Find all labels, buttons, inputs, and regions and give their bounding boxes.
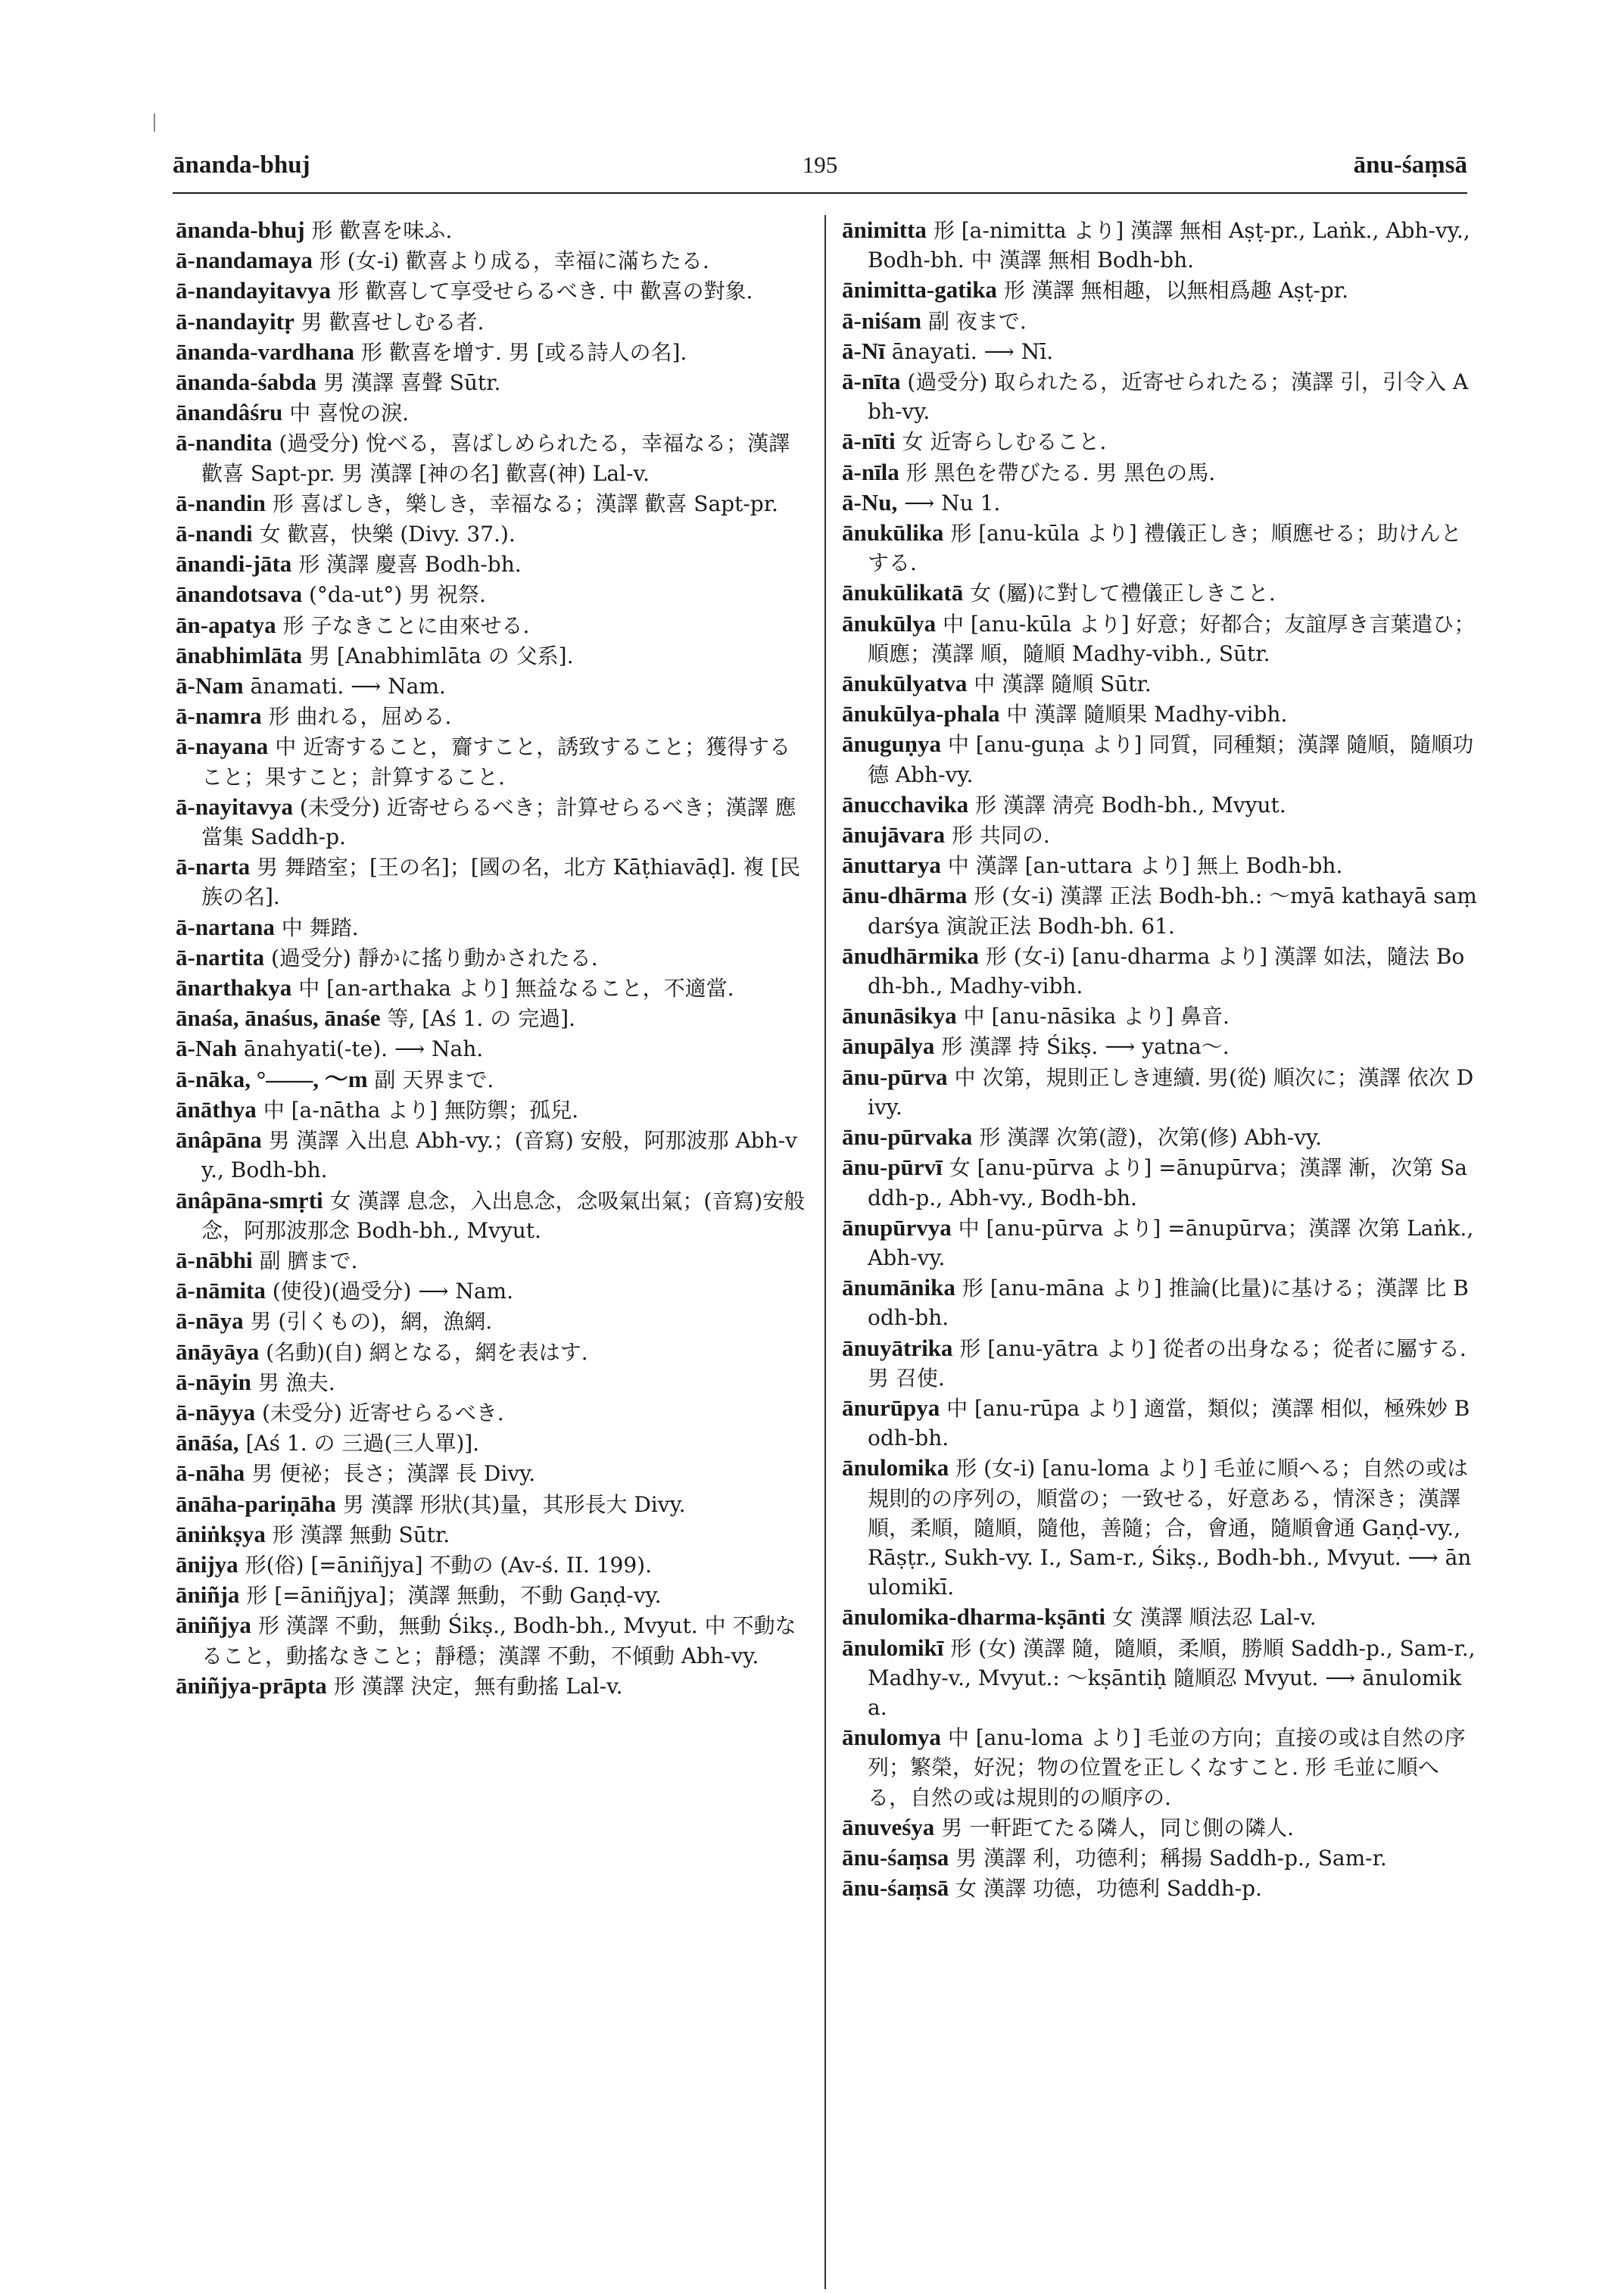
- entry-definition: 女 近寄らしむること.: [895, 429, 1107, 455]
- entry-definition: 副 夜まで.: [921, 308, 1027, 334]
- entry-definition: (°da-ut°) 男 祝祭.: [302, 582, 486, 608]
- dictionary-entry: [176, 1397, 812, 1428]
- dictionary-entry: [176, 337, 812, 367]
- entry-headword: ā-nāyin: [176, 1368, 251, 1395]
- entry-definition: ⟶ Nu 1.: [897, 490, 1001, 516]
- entry-definition: 中 [an-arthaka より] 無益なること，不適當.: [291, 976, 734, 1002]
- entry-headword: ānaśa, ānaśus, ānaśe: [176, 1005, 381, 1032]
- entry-headword: ā-nandayitṛ: [176, 307, 295, 335]
- entry-definition: 中 喜悅の淚.: [282, 400, 409, 426]
- dictionary-entry: [176, 610, 812, 640]
- entry-headword: ānimitta-gatika: [842, 276, 997, 304]
- entry-definition: 形 漢譯 決定，無有動搖 Lal-v.: [326, 1673, 623, 1699]
- dictionary-entry: [176, 1519, 812, 1550]
- dictionary-entry: [176, 1489, 812, 1519]
- entry-headword: ānu-pūrvī: [842, 1154, 943, 1181]
- entry-definition: 形(俗) [=āniñjya] 不動の (Av-ś. II. 199).: [238, 1552, 653, 1578]
- entry-definition: 形 漢譯 不動，無動 Śikṣ., Bodh-bh., Mvyut. 中 不動なること，動搖なきこと；靜穩；漢譯 不動，不傾動 Abh-vy.: [201, 1613, 796, 1668]
- dictionary-entry: [176, 1245, 812, 1276]
- entry-headword: ā-Nah: [176, 1035, 237, 1062]
- entry-definition: 男 漢譯 利，功德利；稱揚 Saddh-p., Sam-r.: [949, 1845, 1387, 1871]
- dictionary-entry: [176, 671, 812, 701]
- entry-definition: 男 漢譯 形狀(其)量，其形長大 Divy.: [335, 1491, 686, 1517]
- entry-headword: ānupālya: [842, 1033, 935, 1060]
- entry-headword: ānāyāya: [176, 1338, 260, 1365]
- dictionary-entry: [842, 426, 1478, 456]
- entry-definition: 中 [anu-pūrva より] =ānupūrva；漢譯 次第 Laṅk., Abh-vy.: [868, 1215, 1474, 1270]
- entry-headword: ānâpāna: [176, 1126, 262, 1154]
- entry-definition: 形 漢譯 無動 Sūtr.: [265, 1522, 450, 1547]
- entry-definition: 形 (女-i) [anu-dharma より] 漢譯 如法，隨法 Bodh-bh., Madhy-vibh.: [868, 943, 1465, 999]
- entry-headword: ānujāvara: [842, 821, 946, 849]
- entry-headword: ānuveśya: [842, 1813, 935, 1840]
- entry-headword: ā-nīla: [842, 458, 899, 485]
- dictionary-entry: [176, 1610, 812, 1670]
- entry-headword: āniñja: [176, 1581, 240, 1609]
- dictionary-entry: [176, 852, 812, 911]
- dictionary-entry: [842, 1873, 1478, 1903]
- entry-definition: 男 (引くもの)，網，漁網.: [243, 1309, 493, 1335]
- page-header: [173, 151, 1467, 197]
- entry-headword: ā-Nī: [842, 337, 885, 364]
- entry-headword: ānu-śaṃsā: [842, 1874, 949, 1902]
- entry-definition: 男 漁夫.: [251, 1369, 335, 1395]
- entry-headword: ānanda-bhuj: [176, 217, 305, 243]
- margin-mark: [154, 114, 155, 132]
- entry-headword: ā-namra: [176, 703, 262, 730]
- entry-definition: 形 曲れる，屈める.: [261, 704, 452, 730]
- entry-definition: 男 便祕；長さ；漢譯 長 Divy.: [245, 1461, 536, 1487]
- entry-headword: ān-apatya: [176, 611, 276, 638]
- entry-headword: ā-nandin: [176, 489, 266, 516]
- dictionary-entry: [842, 880, 1478, 940]
- running-head-left: ānanda-bhuj: [173, 151, 310, 179]
- dictionary-entry: [176, 731, 812, 791]
- entry-headword: ānucchavika: [842, 790, 969, 818]
- dictionary-entry: [842, 1453, 1478, 1602]
- entry-definition: 形 歡喜して享受せらるべき. 中 歡喜の對象.: [330, 279, 753, 304]
- dictionary-entry: [842, 609, 1478, 668]
- entry-headword: ānulomya: [842, 1724, 941, 1751]
- entry-definition: (名動)(自) 網となる，網を表はす.: [259, 1339, 588, 1365]
- dictionary-entry: [176, 942, 812, 973]
- entry-headword: ānulomika: [842, 1454, 949, 1481]
- entry-definition: 形 [a-nimitta より] 漢譯 無相 Aṣṭ-pr., Laṅk., Abh-vy., Bodh-bh. 中 漢譯 無相 Bodh-bh.: [868, 218, 1470, 273]
- entry-definition: 中 [anu-loma より] 毛並の方向；直接の或は自然の序列；繁榮，好況；物の位置を正しくなすこと. 形 毛並に順へる，自然の或は規則的の順序の.: [868, 1725, 1466, 1810]
- dictionary-entry: [176, 215, 812, 245]
- dictionary-entry: [842, 275, 1478, 305]
- dictionary-entry: [842, 215, 1478, 275]
- dictionary-entry: [842, 1122, 1478, 1152]
- entry-definition: 形 漢譯 無相趣，以無相爲趣 Aṣṭ-pr.: [996, 278, 1348, 304]
- entry-headword: ānu-śaṃsa: [842, 1843, 949, 1871]
- dictionary-entry: [842, 518, 1478, 578]
- entry-definition: 中 漢譯 隨順果 Madhy-vibh.: [999, 702, 1288, 727]
- dictionary-entry: [176, 1306, 812, 1336]
- entry-headword: ānāśa,: [176, 1429, 239, 1456]
- dictionary-entry: [842, 790, 1478, 820]
- entry-definition: 形 [anu-kūla より] 禮儀正しき；順應せる；助けんとする.: [868, 521, 1462, 576]
- dictionary-entry: [842, 306, 1478, 336]
- entry-headword: ānuttarya: [842, 852, 941, 879]
- entry-headword: ā-nīti: [842, 428, 896, 455]
- entry-headword: ānâpāna-smṛti: [176, 1186, 323, 1213]
- dictionary-entry: [842, 820, 1478, 850]
- entry-headword: ā-nayana: [176, 733, 269, 760]
- entry-headword: ā-nīta: [842, 368, 901, 395]
- entry-definition: 女 歡喜，快樂 (Divy. 37.).: [252, 522, 516, 547]
- entry-headword: ānudhārmika: [842, 942, 979, 969]
- entry-headword: ānukūlyatva: [842, 670, 968, 697]
- dictionary-entry: [842, 1031, 1478, 1061]
- entry-definition: 中 舞踏.: [274, 914, 359, 940]
- page-number: 195: [802, 151, 838, 178]
- entry-headword: ānuguṇya: [842, 731, 941, 758]
- left-column: [176, 215, 812, 1701]
- dictionary-entry: [842, 1722, 1478, 1812]
- dictionary-entry: [176, 519, 812, 549]
- entry-definition: 形 [anu-yātra より] 從者の出身なる；從者に屬する. 男 召使.: [868, 1335, 1467, 1391]
- entry-definition: ānamati. ⟶ Nam.: [243, 674, 446, 699]
- entry-headword: ā-nandayitavya: [176, 277, 331, 304]
- entry-definition: 形 歡喜を味ふ.: [304, 218, 453, 243]
- entry-headword: ā-nandita: [176, 429, 273, 456]
- dictionary-entry: [176, 1337, 812, 1367]
- entry-headword: ānupūrvya: [842, 1213, 952, 1241]
- dictionary-entry: [842, 1001, 1478, 1031]
- header-rule: [173, 192, 1467, 194]
- entry-definition: 中 [anu-guṇa より] 同質，同種類；漢譯 隨順，隨順功德 Abh-vy.: [868, 732, 1474, 787]
- dictionary-entry: [176, 488, 812, 519]
- entry-definition: 女 漢譯 功德，功德利 Saddh-p.: [949, 1876, 1262, 1902]
- entry-definition: 形 漢譯 持 Śikṣ. ⟶ yatna〜.: [934, 1034, 1230, 1060]
- entry-definition: 男 歡喜せしむる者.: [294, 309, 485, 335]
- dictionary-entry: [176, 1550, 812, 1580]
- entry-headword: ā-nartana: [176, 913, 275, 940]
- dictionary-entry: [842, 457, 1478, 488]
- dictionary-entry: [176, 1003, 812, 1033]
- entry-definition: 中 漢譯 隨順 Sūtr.: [967, 671, 1152, 697]
- dictionary-entry: [842, 578, 1478, 608]
- dictionary-entry: [842, 1333, 1478, 1393]
- entry-definition: 中 次第，規則正しき連續. 男(從) 順次に；漢譯 依次 Divy.: [868, 1064, 1474, 1120]
- entry-headword: ā-nāyya: [176, 1398, 256, 1425]
- entry-definition: 副 天界まで.: [367, 1067, 494, 1092]
- entry-headword: ā-nāha: [176, 1460, 245, 1487]
- entry-headword: ānijya: [176, 1550, 238, 1578]
- dictionary-entry: [842, 1602, 1478, 1632]
- entry-definition: 男 舞踏室；[王の名]；[國の名，北方 Kāṭhiavāḍ]. 複 [民族の名].: [201, 855, 801, 910]
- entry-headword: ā-Nu,: [842, 488, 898, 516]
- entry-definition: (未受分) 近寄せらるべき；計算せらるべき；漢譯 應當集 Saddh-p.: [201, 794, 796, 850]
- dictionary-entry: [842, 1633, 1478, 1723]
- entry-definition: 形 [=āniñjya]；漢譯 無動，不動 Gaṇḍ-vy.: [239, 1583, 662, 1609]
- dictionary-entry: [176, 912, 812, 942]
- entry-headword: ā-nāya: [176, 1307, 244, 1335]
- entry-definition: 中 [anu-kūla より] 好意；好都合；友誼厚き言葉遣ひ；順應；漢譯 順，隨順 Madhy-vibh., Sūtr.: [868, 611, 1476, 666]
- entry-headword: ānukūlika: [842, 519, 944, 547]
- dictionary-entry: [176, 1580, 812, 1610]
- dictionary-entry: [176, 973, 812, 1003]
- entry-headword: āniṅkṣya: [176, 1520, 266, 1547]
- entry-headword: ānu-pūrva: [842, 1063, 948, 1090]
- dictionary-entry: [176, 1458, 812, 1488]
- right-column: [842, 215, 1478, 1903]
- entry-definition: 形 共同の.: [945, 823, 1050, 849]
- entry-headword: āniñjya: [176, 1612, 251, 1639]
- entry-definition: 形 (女-i) [anu-loma より] 毛並に順へる；自然の或は規則的の序列の，順當の；一致せる，好意ある，情深き；漢譯 順，柔順，隨順，隨他，善隨；合，會通，隨順會通 Gaṇḍ-vy., Rāṣṭr., Sukh-vy. I., Sam-r., Śikṣ., Bodh-bh., Mvyut. ⟶ ānulomikī.: [868, 1456, 1472, 1600]
- entry-headword: ānanda-śabda: [176, 369, 317, 396]
- entry-definition: [Aś 1. の 三過(三人單)].: [238, 1431, 480, 1456]
- dictionary-entry: [842, 1843, 1478, 1873]
- entry-definition: 中 近寄すること，齎すこと，誘致すること；獲得すること；果すこと；計算すること.: [201, 734, 791, 790]
- entry-definition: ānahyati(-te). ⟶ Nah.: [236, 1036, 484, 1062]
- entry-definition: 形 黑色を帶びたる. 男 黑色の馬.: [899, 460, 1216, 485]
- entry-definition: 中 [anu-nāsika より] 鼻音.: [956, 1004, 1230, 1030]
- dictionary-entry: [176, 1428, 812, 1458]
- entry-headword: ā-nayitavya: [176, 793, 293, 820]
- dictionary-entry: [176, 1671, 812, 1701]
- entry-headword: ā-narta: [176, 853, 251, 880]
- entry-headword: ānanda-vardhana: [176, 338, 355, 365]
- entry-headword: ā-nandi: [176, 520, 253, 547]
- dictionary-entry: [176, 276, 812, 306]
- entry-headword: ānarthakya: [176, 974, 292, 1002]
- dictionary-entry: [176, 1276, 812, 1306]
- entry-headword: ānulomika-dharma-kṣānti: [842, 1603, 1105, 1631]
- dictionary-entry: [176, 1125, 812, 1185]
- entry-definition: 形 子なきことに由來せる.: [276, 612, 530, 638]
- entry-definition: 形 (女) 漢譯 隨，隨順，柔順，勝順 Saddh-p., Sam-r., Madhy-v., Mvyut.: 〜kṣāntiḥ 隨順忍 Mvyut. ⟶ ānulomika.: [868, 1635, 1476, 1720]
- entry-headword: ā-nāka, °——, 〜m: [176, 1065, 368, 1092]
- entry-definition: 形 漢譯 淸亮 Bodh-bh., Mvyut.: [968, 792, 1286, 818]
- entry-definition: 中 [a-nātha より] 無防禦；孤兒.: [256, 1097, 579, 1123]
- entry-headword: ā-Nam: [176, 672, 244, 699]
- dictionary-entry: [176, 428, 812, 488]
- dictionary-entry: [176, 1064, 812, 1095]
- entry-definition: 形 (女-i) 歡喜より成る，幸福に滿ちたる.: [312, 248, 709, 274]
- dictionary-entry: [176, 640, 812, 671]
- entry-headword: ā-nartita: [176, 943, 265, 970]
- entry-definition: 中 [anu-rūpa より] 適當，類似；漢譯 相似，極殊妙 Bodh-bh.: [868, 1395, 1470, 1451]
- entry-headword: ānāthya: [176, 1095, 257, 1123]
- entry-definition: 女 (屬)に對して禮儀正しきこと.: [963, 581, 1276, 606]
- entry-definition: 副 臍まで.: [252, 1248, 358, 1273]
- dictionary-entry: [842, 699, 1478, 729]
- entry-definition: 形 歡喜を增す. 男 [或る詩人の名].: [354, 339, 687, 365]
- entry-headword: ānandotsava: [176, 581, 303, 608]
- entry-definition: 形 [anu-māna より] 推論(比量)に基ける；漢譯 比 Bodh-bh.: [868, 1276, 1469, 1331]
- entry-headword: ānurūpya: [842, 1394, 940, 1421]
- dictionary-entry: [842, 336, 1478, 366]
- entry-headword: ānukūlya-phala: [842, 700, 1000, 727]
- entry-headword: ā-niśam: [842, 307, 922, 334]
- entry-definition: 形 (女-i) 漢譯 正法 Bodh-bh.: 〜myā kathayā saṃdarśya 演說正法 Bodh-bh. 61.: [868, 883, 1477, 939]
- entry-definition: (過受分) 取られたる，近寄せられたる；漢譯 引，引令入 Abh-vy.: [868, 369, 1469, 425]
- entry-headword: ānulomikī: [842, 1634, 944, 1661]
- entry-headword: ānandi-jāta: [176, 550, 292, 578]
- dictionary-entry: [842, 850, 1478, 880]
- dictionary-entry: [176, 549, 812, 579]
- entry-definition: 男 一軒距てたる隣人，同じ側の隣人.: [934, 1815, 1295, 1840]
- dictionary-entry: [176, 367, 812, 397]
- entry-definition: 男 [Anabhimlāta の 父系].: [302, 643, 574, 668]
- column-divider: [824, 215, 826, 2289]
- entry-definition: (過受分) 靜かに搖り動かされたる.: [264, 945, 598, 970]
- dictionary-entry: [842, 941, 1478, 1001]
- dictionary-entry: [842, 729, 1478, 789]
- entry-definition: (未受分) 近寄せらるべき.: [255, 1400, 504, 1425]
- entry-definition: 女 漢譯 順法忍 Lal-v.: [1105, 1605, 1317, 1631]
- dictionary-entry: [176, 1185, 812, 1245]
- entry-definition: 等, [Aś 1. の 完過].: [380, 1006, 575, 1032]
- entry-headword: ānukūlya: [842, 609, 937, 637]
- dictionary-entry: [176, 1033, 812, 1064]
- dictionary-entry: [842, 488, 1478, 518]
- entry-headword: ānandâśru: [176, 399, 283, 426]
- entry-headword: ānāha-pariṇāha: [176, 1490, 336, 1517]
- dictionary-entry: [176, 397, 812, 428]
- dictionary-entry: [842, 1152, 1478, 1212]
- entry-headword: ā-nāmita: [176, 1277, 266, 1304]
- dictionary-entry: [842, 1273, 1478, 1332]
- dictionary-entry: [176, 701, 812, 731]
- dictionary-entry: [176, 792, 812, 852]
- dictionary-entry: [842, 668, 1478, 699]
- dictionary-entry: [842, 1062, 1478, 1122]
- entry-headword: ānimitta: [842, 217, 927, 243]
- dictionary-entry: [176, 307, 812, 337]
- entry-definition: 形 漢譯 慶喜 Bodh-bh.: [291, 552, 522, 578]
- dictionary-entry: [176, 1095, 812, 1125]
- entry-definition: 女 [anu-pūrva より] =ānupūrva；漢譯 漸，次第 Saddh-p., Abh-vy., Bodh-bh.: [868, 1155, 1467, 1210]
- entry-definition: 形 漢譯 次第(證)，次第(修) Abh-vy.: [972, 1125, 1323, 1151]
- entry-headword: ānunāsikya: [842, 1002, 957, 1030]
- entry-definition: 中 漢譯 [an-uttara より] 無上 Bodh-bh.: [940, 853, 1343, 879]
- entry-definition: ānayati. ⟶ Nī.: [884, 338, 1054, 364]
- dictionary-entry: [176, 1367, 812, 1397]
- dictionary-entry: [176, 245, 812, 276]
- entry-headword: ānu-dhārma: [842, 882, 968, 909]
- entry-definition: 女 漢譯 息念，入出息念，念吸氣出氣；(音寫)安般念，阿那波那念 Bodh-bh., Mvyut.: [201, 1188, 806, 1243]
- entry-definition: 形 喜ばしき，樂しき，幸福なる；漢譯 歡喜 Sapt-pr.: [265, 491, 778, 516]
- entry-definition: (過受分) 悅べる，喜ばしめられたる，幸福なる；漢譯 歡喜 Sapt-pr. 男 漢譯 [神の名] 歡喜(神) Lal-v.: [201, 431, 790, 486]
- dictionary-entry: [842, 366, 1478, 426]
- entry-headword: ānumānika: [842, 1274, 955, 1301]
- entry-definition: (使役)(過受分) ⟶ Nam.: [265, 1279, 514, 1304]
- dictionary-entry: [842, 1213, 1478, 1273]
- entry-headword: ā-nandamaya: [176, 247, 313, 274]
- entry-headword: ānu-pūrvaka: [842, 1123, 973, 1151]
- entry-headword: ā-nābhi: [176, 1246, 253, 1273]
- entry-headword: ānukūlikatā: [842, 579, 964, 606]
- entry-definition: 男 漢譯 喜聲 Sūtr.: [316, 370, 501, 396]
- dictionary-entry: [842, 1812, 1478, 1843]
- dictionary-entry: [176, 579, 812, 609]
- entry-headword: ānabhimlāta: [176, 641, 303, 668]
- entry-headword: ānuyātrika: [842, 1334, 953, 1361]
- dictionary-entry: [842, 1393, 1478, 1453]
- running-head-right: ānu-śaṃsā: [1353, 151, 1467, 179]
- entry-headword: āniñjya-prāpta: [176, 1671, 327, 1699]
- entry-definition: 男 漢譯 入出息 Abh-vy.；(音寫) 安般，阿那波那 Abh-vy., Bodh-bh.: [201, 1128, 797, 1183]
